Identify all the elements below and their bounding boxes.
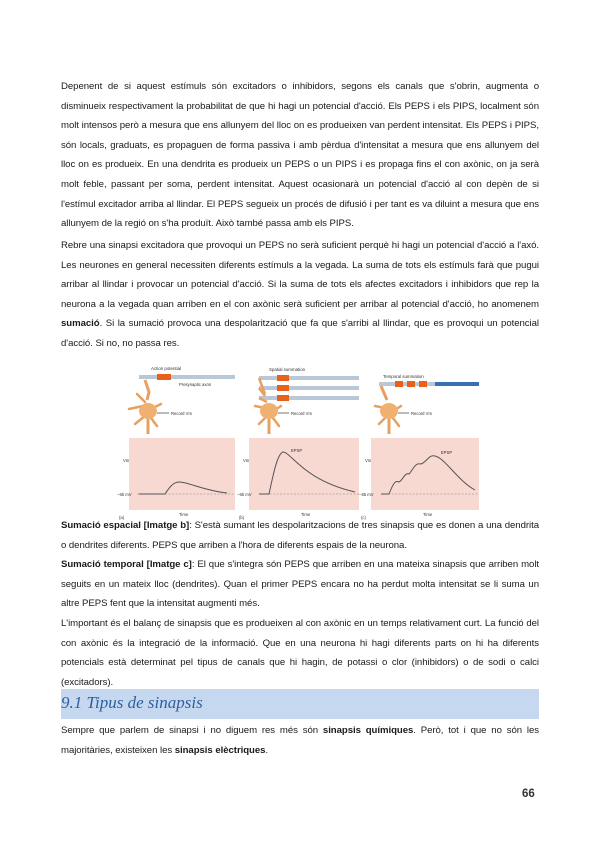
term-sumacio-espacial: Sumació espacial [Imatge b] bbox=[61, 520, 190, 531]
record-vm-label-b: Record Vm bbox=[291, 411, 312, 416]
sumacio-paragraph bbox=[61, 236, 539, 354]
epsp-label-b: EPSP bbox=[291, 448, 303, 453]
temporal-paragraph bbox=[61, 555, 539, 614]
sinapsis-paragraph bbox=[61, 721, 539, 760]
intro-paragraph bbox=[61, 77, 539, 234]
panel-label-c: (c) bbox=[361, 515, 366, 520]
baseline-c: −65 mV bbox=[359, 492, 374, 497]
xlabel-b: Time bbox=[301, 512, 311, 517]
ylabel-a: Vm bbox=[123, 458, 130, 463]
graph-panel-c bbox=[371, 438, 479, 510]
section-heading-bar bbox=[61, 689, 539, 719]
record-vm-label-c: Record Vm bbox=[411, 411, 432, 416]
term-sinapsis-electriques: sinapsis elèctriques bbox=[174, 744, 266, 756]
section-heading: 9.1 Tipus de sinapsis bbox=[61, 693, 203, 712]
record-vm-label: Record Vm bbox=[171, 411, 192, 416]
spatial-summation-title: Spatial summation bbox=[269, 367, 306, 372]
figure-panel-a bbox=[117, 366, 235, 520]
paragraph-peps-pips: Depenent de si aquest estímuls són excitadors o inhibidors, segons els canals que s'obrin, augmenta o disminueix respectivament la probabilitat de que hi hagi un potencial d'acció. Els PEPS i els PIPS, localment són molt intensos però a mesura que ens allunyem del lloc on es produeixen van perdent intensitat. Els PEPS i PIPS, són locals, graduats, es propaguen de forma passiva i amb pèrdua d'intensitat a mesura que ens allunyem del lloc on es produeix. En una dendrita es produeix un PEPS o un PIPS i es propaga fins el con axònic, on ja serà molt feble, passant per soma, perdent intensitat. Aquest ocasionarà un potencial d'acció al con depèn de si l'estímul excitador arriba al llindar. El PEPS segueix un procés de difusió i per tant es va diluint a mesura que ens allunyem de la regió on s'ha produït. Això també passa amb els PIPS. bbox=[61, 81, 539, 230]
paragraph-sumacio-temporal: Sumació temporal [Imatge c]: El que s'integra són PEPS que arriben en una mateixa sinapsis que arriben molt seguits en un mateix lloc (dendrites). Quan el primer PEPS encara no ha perdut molta intensitat se li suma un altre PEPS fent que la intensitat augmenti més. bbox=[61, 559, 540, 610]
baseline-b: −65 mV bbox=[237, 492, 252, 497]
graph-panel-b bbox=[249, 438, 359, 510]
panel-label-a: (a) bbox=[119, 515, 125, 520]
paragraph-sumacio: Rebre una sinapsi excitadora que provoqui un PEPS no serà suficient perquè hi hagi un potencial d'acció a l'axó. Les neurones en general necessiten diferents estímuls a la vegada. La suma de tots els estímuls farà que pugui arribar al llindar i provocar un potencial d'acció. Si la suma de tots els afectes excitadors i inhibidors que rep la neurona a la vegada quan arriben en el con axònic serà suficient per arribar al potencial d'acció, ho anomenem sumació. Si la sumació provoca una despolarització que fa que s'arribi al llindar, que es provoqui un potencial d'acció. Si no, no passa res. bbox=[61, 240, 539, 349]
action-potential-label: Action potential bbox=[151, 366, 182, 371]
page-number: 66 bbox=[522, 788, 535, 800]
paragraph-sumacio-espacial: Sumació espacial [Imatge b]: S'està sumant les despolaritzacions de tres sinapsis que es donen a una dendrita o dendrites diferents. PEPS que arriben a l'hora de diferents espais de la neurona. bbox=[61, 520, 539, 551]
action-potential-marker bbox=[157, 374, 171, 380]
presynaptic-axon-label: Presynaptic axon bbox=[179, 382, 212, 387]
term-sinapsis-quimiques: sinapsis químiques bbox=[322, 725, 414, 736]
balanc-paragraph bbox=[61, 614, 539, 692]
xlabel-c: Time bbox=[423, 512, 433, 517]
ylabel-c: Vm bbox=[365, 458, 372, 463]
baseline-a: −65 mV bbox=[117, 492, 132, 497]
graph-panel-a bbox=[129, 438, 235, 510]
term-sumacio: sumació bbox=[61, 318, 100, 330]
paragraph-tipus-sinapsis: Sempre que parlem de sinapsi i no diguem res més són sinapsis químiques. Però, tot i que no són les majoritàries, existeixen les sinapsis elèctriques. bbox=[61, 725, 539, 756]
ylabel-b: Vm bbox=[243, 458, 250, 463]
term-sumacio-temporal: Sumació temporal [Imatge c] bbox=[61, 559, 192, 570]
figure-panel-c bbox=[359, 374, 479, 520]
summation-figure bbox=[117, 364, 479, 520]
xlabel-a: Time bbox=[179, 512, 189, 517]
temporal-summation-title: Temporal summation bbox=[383, 374, 424, 379]
figure-panel-b bbox=[237, 367, 359, 520]
paragraph-balanc: L'important és el balanç de sinapsis que es produeixen al con axònic en un temps relativament curt. La funció del con axònic és la integració de la informació. Que en una neurona hi hagi diferents parts on hi ha diferents potencials està determinat pel tipus de canals que hi hagin, de potassi o clor (inhibidors) o de sodi o calci (excitadors). bbox=[61, 618, 539, 688]
epsp-label-c: EPSP bbox=[441, 450, 453, 455]
panel-label-b: (b) bbox=[239, 515, 245, 520]
espacial-paragraph bbox=[61, 516, 539, 555]
